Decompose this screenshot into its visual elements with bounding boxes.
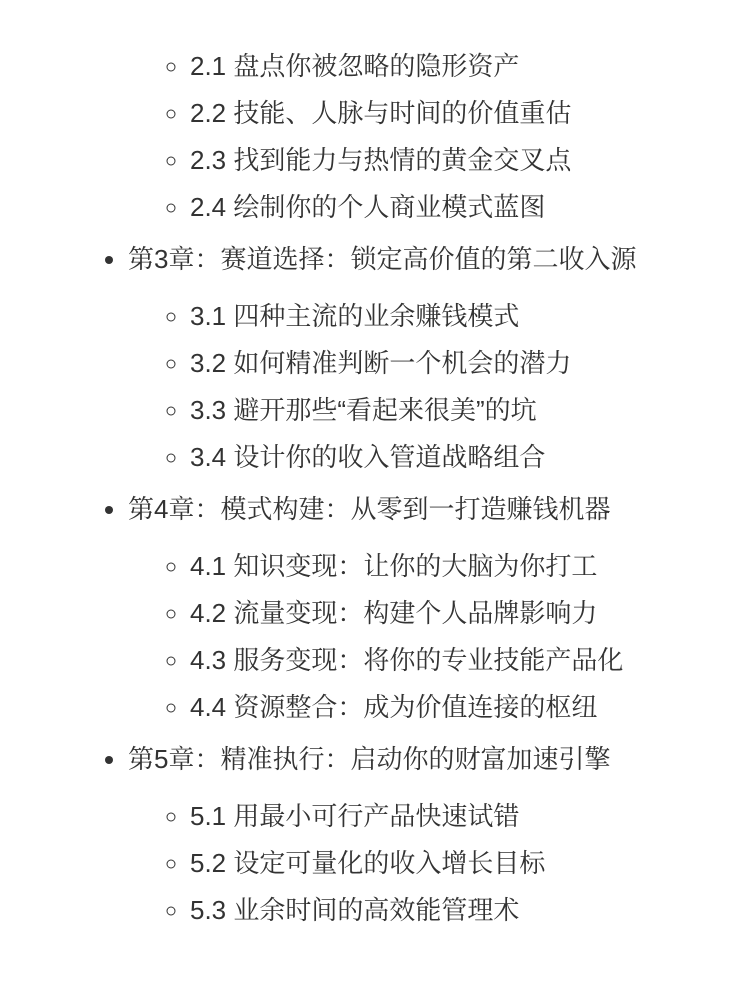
toc-chapter-title: 第5章：精准执行：启动你的财富加速引擎 bbox=[128, 744, 611, 774]
toc-subitem: ◦ 4.2 流量变现：构建个人品牌影响力 bbox=[190, 596, 710, 630]
toc-subitem: ◦ 3.3 避开那些“看起来很美”的坑 bbox=[190, 393, 710, 427]
toc-subitem: ◦ 4.3 服务变现：将你的专业技能产品化 bbox=[190, 643, 710, 677]
toc-chapter bbox=[128, 742, 710, 927]
toc-subitem: ◦ 4.4 资源整合：成为价值连接的枢纽 bbox=[190, 690, 710, 724]
toc-subitem: ◦ 4.1 知识变现：让你的大脑为你打工 bbox=[190, 549, 710, 583]
chapter2-subitem-list bbox=[128, 49, 710, 224]
toc-subitem: ◦ 5.2 设定可量化的收入增长目标 bbox=[190, 846, 710, 880]
toc-subitem: ◦ 2.2 技能、人脉与时间的价值重估 bbox=[190, 96, 710, 130]
toc-subitem: ◦ 5.3 业余时间的高效能管理术 bbox=[190, 893, 710, 927]
toc-subitem: ◦ 3.4 设计你的收入管道战略组合 bbox=[190, 440, 710, 474]
toc-chapter bbox=[128, 492, 710, 724]
toc-chapter-title: 第3章：赛道选择：锁定高价值的第二收入源 bbox=[128, 244, 637, 274]
toc-subitem: ◦ 2.1 盘点你被忽略的隐形资产 bbox=[190, 49, 710, 83]
toc-chapter bbox=[128, 242, 710, 474]
toc-subitem: ◦ 3.1 四种主流的业余赚钱模式 bbox=[190, 299, 710, 333]
chapter4-subitem-list bbox=[128, 549, 710, 724]
toc-subitem: ◦ 2.3 找到能力与热情的黄金交叉点 bbox=[190, 143, 710, 177]
toc-subitem: ◦ 2.4 绘制你的个人商业模式蓝图 bbox=[190, 190, 710, 224]
chapter5-subitem-list bbox=[128, 799, 710, 927]
chapter3-subitem-list bbox=[128, 299, 710, 474]
toc-subitem: ◦ 5.1 用最小可行产品快速试错 bbox=[190, 799, 710, 833]
toc-chapter-title: 第4章：模式构建：从零到一打造赚钱机器 bbox=[128, 494, 611, 524]
chapter-list bbox=[128, 242, 710, 927]
toc-subitem: ◦ 3.2 如何精准判断一个机会的潜力 bbox=[190, 346, 710, 380]
